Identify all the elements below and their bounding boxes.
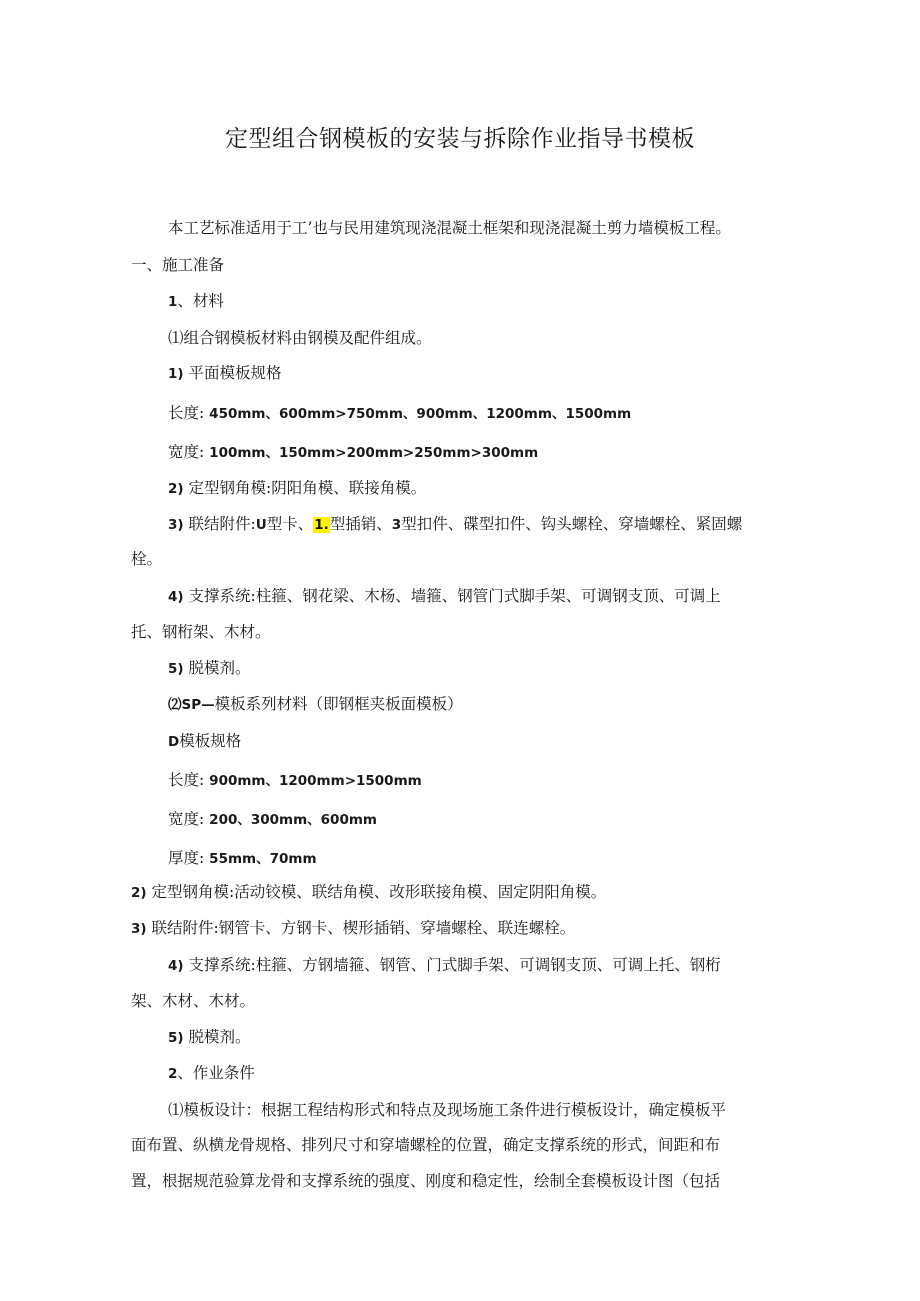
document-title: 定型组合钢模板的安装与拆除作业指导书模板 bbox=[225, 126, 695, 152]
design-paragraph-line-3: 置，根据规范验算龙骨和支撑系统的强度、刚度和稳定性，绘制全套模板设计图（包括 bbox=[131, 1172, 721, 1190]
item-number: 5) bbox=[168, 661, 184, 677]
item-text: 型卡、 bbox=[266, 515, 314, 533]
spec-value: 200、300mm、600mm bbox=[209, 812, 377, 828]
item-text: 平面模板规格 bbox=[188, 364, 282, 382]
connectors-continuation: 栓。 bbox=[131, 550, 163, 568]
spec-label: 长度: bbox=[168, 771, 205, 789]
item-number: 1 bbox=[168, 294, 178, 310]
design-paragraph-line-2: 面布置、纵横龙骨规格、排列尺寸和穿墙螺栓的位置，确定支撑系统的形式，间距和布 bbox=[131, 1136, 721, 1154]
spec-label: 宽度: bbox=[168, 810, 205, 828]
item-number: ⑵SP— bbox=[168, 697, 215, 713]
item-text: 定型钢角模:活动铰模、联结角模、改形联接角模、固定阴阳角模。 bbox=[151, 883, 607, 901]
item-text: 定型钢角模:阴阳角模、联接角模。 bbox=[188, 479, 427, 497]
support-continuation: 托、钢桁架、木材。 bbox=[131, 623, 271, 641]
item-number: 1) bbox=[168, 366, 184, 382]
spec-label: 厚度: bbox=[168, 849, 205, 867]
spec-label: 宽度: bbox=[168, 443, 205, 461]
item-text: 型插销、 bbox=[329, 515, 392, 533]
spec-label: 长度: bbox=[168, 404, 205, 422]
item-text: 、材料 bbox=[177, 292, 224, 310]
item-number: 4) bbox=[168, 958, 184, 974]
intro-paragraph: 本工艺标准适用于工’也与民用建筑现浇混凝土框架和现浇混凝土剪力墙模板工程。 bbox=[168, 219, 731, 237]
item-number: 4) bbox=[168, 589, 184, 605]
item-code: 3 bbox=[391, 517, 402, 533]
item-text: 脱模剂。 bbox=[188, 659, 251, 677]
item-number: 5) bbox=[168, 1030, 184, 1046]
list-item-connectors-2 bbox=[131, 918, 575, 939]
length-spec-2 bbox=[168, 770, 422, 791]
list-item-connectors bbox=[168, 514, 742, 535]
item-number: 2) bbox=[168, 481, 184, 497]
width-spec-1 bbox=[168, 442, 538, 463]
spec-value: 450mm、600mm>750mm、900mm、1200mm、1500mm bbox=[209, 406, 632, 422]
length-spec-1 bbox=[168, 403, 631, 424]
list-item-support-system-2 bbox=[168, 955, 721, 976]
list-item-support-system bbox=[168, 586, 721, 607]
spec-value: 55mm、70mm bbox=[209, 851, 317, 867]
item-text: 型扣件、碟型扣件、钩头螺栓、穿墙螺栓、紧固螺 bbox=[401, 515, 743, 533]
list-item-formwork-spec bbox=[168, 731, 241, 752]
item-text: 脱模剂。 bbox=[188, 1028, 251, 1046]
item-text: 联结附件: bbox=[188, 515, 256, 533]
item-number: 3) bbox=[131, 921, 147, 937]
item-text: 模板系列材料（即钢框夹板面模板） bbox=[214, 695, 463, 713]
list-item-corner-mold bbox=[168, 478, 426, 499]
thickness-spec bbox=[168, 848, 317, 869]
item-text: 联结附件:钢管卡、方钢卡、楔形插销、穿墙螺栓、联连螺栓。 bbox=[151, 919, 576, 937]
paragraph-steel-formwork: ⑴组合钢模板材料由钢模及配件组成。 bbox=[168, 329, 432, 347]
list-item-release-agent-2 bbox=[168, 1027, 251, 1048]
list-item-corner-mold-2 bbox=[131, 882, 606, 903]
list-item-release-agent bbox=[168, 658, 251, 679]
item-text: 、作业条件 bbox=[177, 1064, 255, 1082]
item-number: D bbox=[168, 734, 180, 750]
spec-value: 100mm、150mm>200mm>250mm>300mm bbox=[209, 445, 539, 461]
section-heading-preparation: 一、施工准备 bbox=[131, 256, 225, 274]
design-paragraph-line-1: ⑴模板设计：根据工程结构形式和特点及现场施工条件进行模板设计，确定模板平 bbox=[168, 1101, 727, 1119]
highlighted-code: 1. bbox=[314, 517, 329, 533]
item-number: 3) bbox=[168, 517, 184, 533]
item-code: U bbox=[255, 517, 267, 533]
item-text: 支撑系统:柱箍、钢花梁、木杨、墙箍、钢管门式脚手架、可调钢支顶、可调上 bbox=[188, 587, 721, 605]
support-continuation-2: 架、木材、木材。 bbox=[131, 992, 256, 1010]
list-item-plane-spec bbox=[168, 363, 282, 384]
item-number: 2 bbox=[168, 1066, 178, 1082]
subheading-work-conditions bbox=[168, 1063, 255, 1084]
item-text: 模板规格 bbox=[179, 732, 242, 750]
item-number: 2) bbox=[131, 885, 147, 901]
width-spec-2 bbox=[168, 809, 377, 830]
spec-value: 900mm、1200mm>1500mm bbox=[209, 773, 422, 789]
subheading-materials bbox=[168, 291, 224, 312]
item-text: 支撑系统:柱箍、方钢墙箍、钢管、门式脚手架、可调钢支顶、可调上托、钢桁 bbox=[188, 956, 721, 974]
paragraph-sp-formwork bbox=[168, 694, 463, 715]
